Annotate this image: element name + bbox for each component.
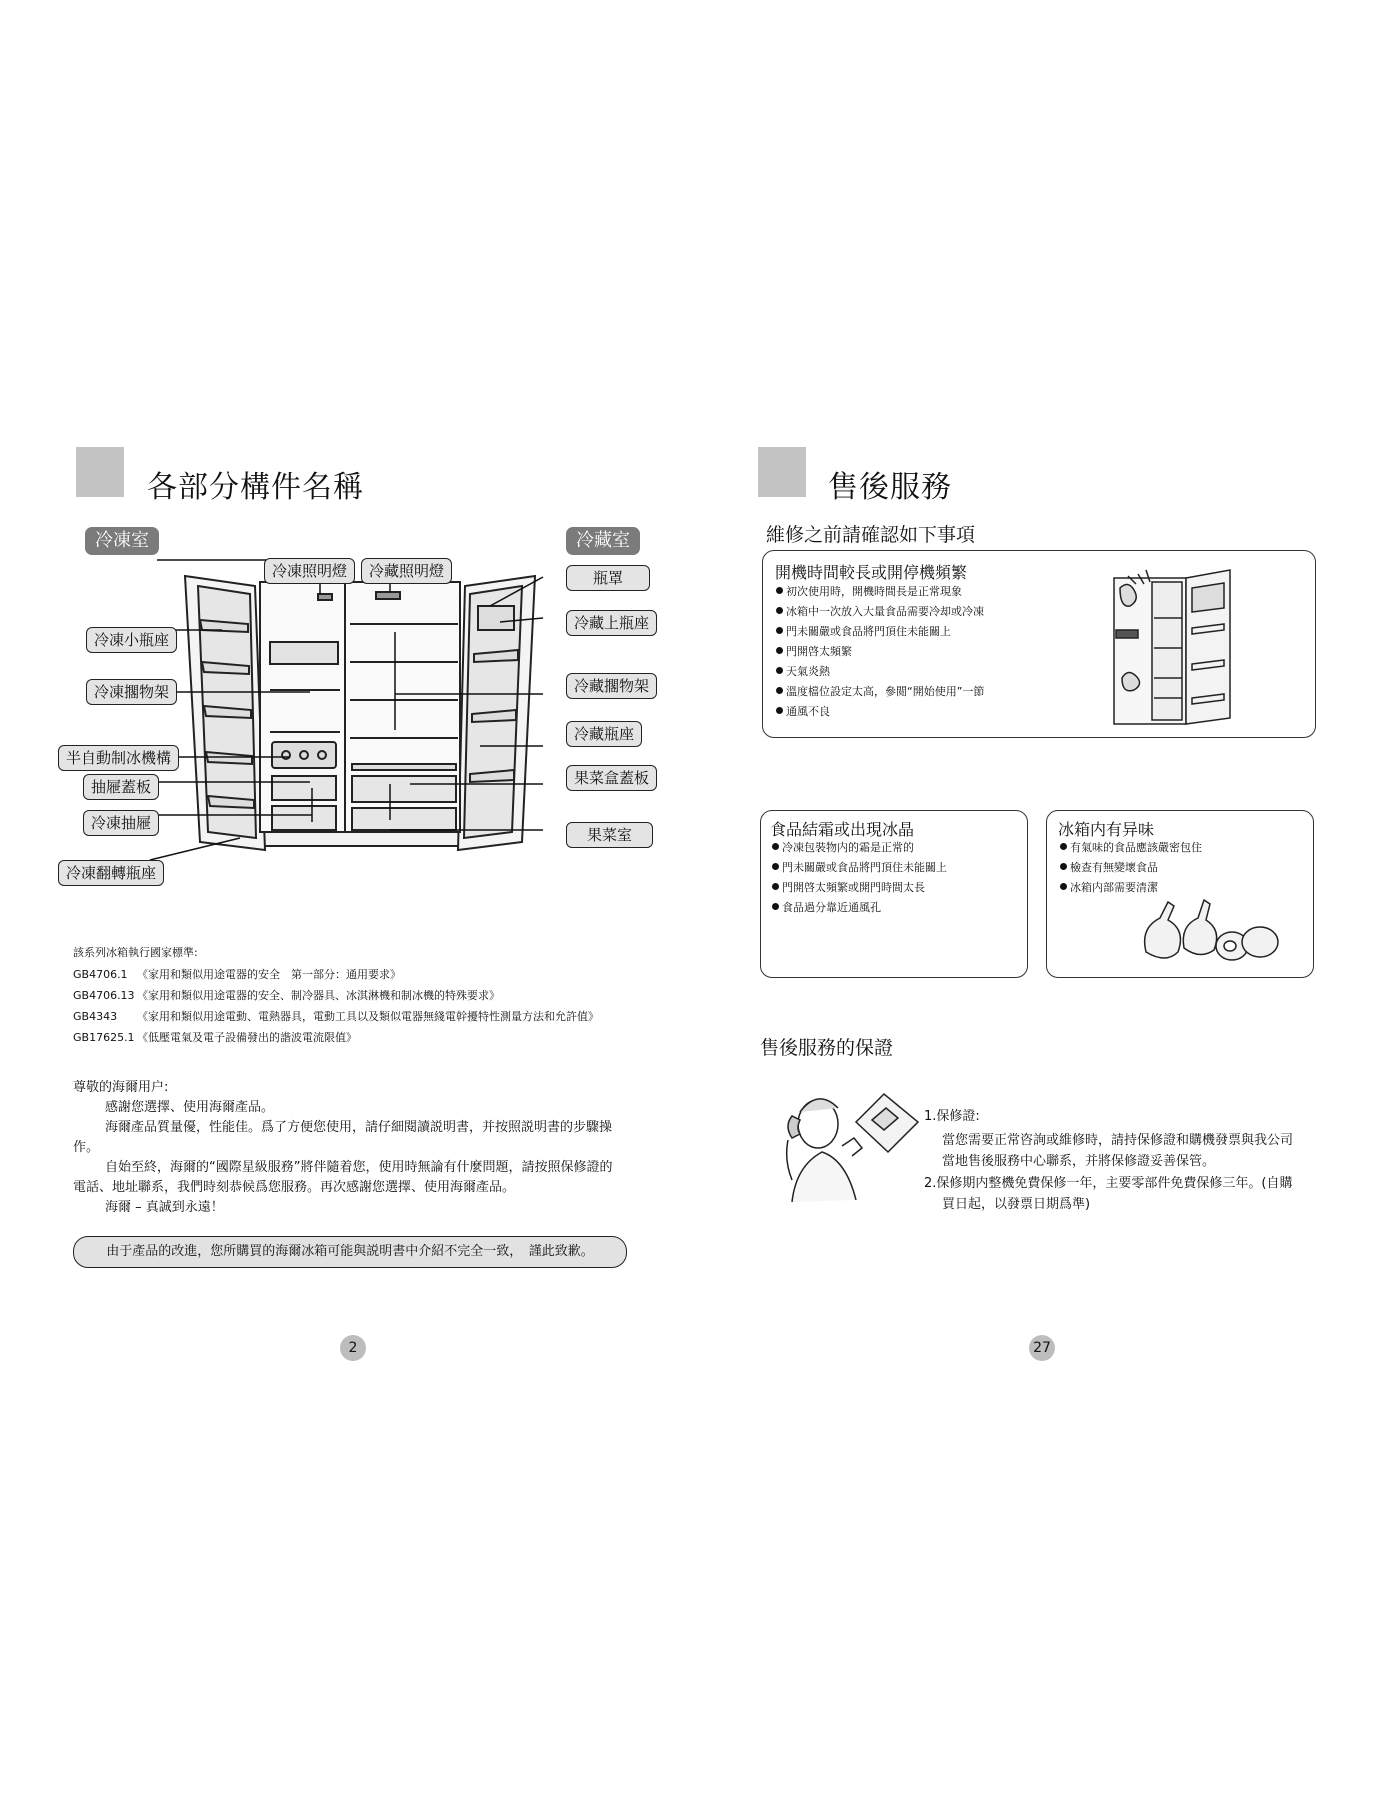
label-fridge-upper-bottle-seat: 冷藏上瓶座 [566, 610, 657, 636]
bullet-item: 門未關嚴或食品將門頂住未能關上 [772, 861, 947, 875]
check-heading: 維修之前請確認如下事項 [766, 524, 976, 546]
label-freezer-small-bottle-seat: 冷凍小瓶座 [86, 627, 177, 653]
page-title: 售後服務 [828, 470, 952, 505]
notice-banner [73, 1236, 627, 1268]
letter-greeting: 尊敬的海爾用户: [73, 1080, 169, 1095]
letter-paragraph: 海爾 – 真誠到永遠！ [105, 1200, 224, 1215]
guarantee-item-2-text: 買日起，以發票日期爲準) [942, 1197, 1091, 1212]
bullet-item: 天氣炎熱 [776, 665, 830, 679]
label-freezer-drawer: 冷凍抽屜 [83, 810, 159, 836]
bullet-item: 初次使用時，開機時間長是正常現象 [776, 585, 962, 599]
notice-text: 由于產品的改進，您所購買的海爾冰箱可能與説明書中介紹不完全一致， 謹此致歉。 [106, 1244, 594, 1259]
bullet-item: 門未關嚴或食品將門頂住未能關上 [776, 625, 951, 639]
letter-paragraph: 海爾產品質量優，性能佳。爲了方便您使用，請仔細閱讀説明書，并按照説明書的步驟操作。 [73, 1120, 613, 1155]
customer-service-illustration [772, 1082, 922, 1202]
standards-heading: 該系列冰箱執行國家標準: [73, 946, 198, 959]
label-crisper: 果菜室 [566, 822, 653, 848]
food-illustration [1134, 890, 1294, 970]
standard-row: GB4343 《家用和類似用途電動、電熱器具，電動工具以及類似電器無綫電幹擾特性測量方法和允許值》 [73, 1010, 599, 1023]
label-fridge-bottle-seat: 冷藏瓶座 [566, 721, 642, 747]
guarantee-item-1-text: 當地售後服務中心聯系，并將保修證妥善保管。 [942, 1154, 1216, 1169]
label-freezer-flip-bottle-seat: 冷凍翻轉瓶座 [58, 860, 164, 886]
bullet-item: 冰箱中一次放入大量食品需要冷却或冷凍 [776, 605, 984, 619]
label-semi-auto-ice-maker: 半自動制冰機構 [58, 745, 179, 771]
issue-box-title: 開機時間較長或開停機頻繁 [775, 563, 968, 582]
standard-row: GB17625.1 《低壓電氣及電子設備發出的諧波電流限值》 [73, 1031, 357, 1044]
label-drawer-cover: 抽屜蓋板 [83, 774, 159, 800]
label-fridge-light: 冷藏照明燈 [361, 558, 452, 584]
bullet-item: 冰箱内部需要清潔 [1060, 881, 1158, 895]
letter-paragraph: 自始至終，海爾的“國際星級服務”將伴隨着您，使用時無論有什麼問題，請按照保修證的電話、地址聯系，我們時刻恭候爲您服務。再次感謝您選擇、使用海爾產品。 [73, 1160, 613, 1195]
label-bottle-cover: 瓶罩 [566, 565, 650, 591]
label-freezer-light: 冷凍照明燈 [264, 558, 355, 584]
guarantee-item-2-text: 2.保修期内整機免費保修一年，主要零部件免費保修三年。(自購 [924, 1176, 1293, 1191]
fridge-tag: 冷藏室 [566, 527, 640, 555]
freezer-tag: 冷凍室 [85, 527, 159, 555]
bullet-item: 門開啓太頻繁或開門時間太長 [772, 881, 925, 895]
label-crisper-cover: 果菜盒蓋板 [566, 765, 657, 791]
label-fridge-shelf: 冷藏擱物架 [566, 673, 657, 699]
page-number: 27 [1029, 1335, 1055, 1361]
bullet-item: 食品過分靠近通風孔 [772, 901, 881, 915]
guarantee-item-1-text: 當您需要正常咨詢或維修時，請持保修證和購機發票與我公司 [942, 1133, 1294, 1148]
letter-paragraph: 感謝您選擇、使用海爾產品。 [105, 1100, 275, 1115]
bullet-item: 通風不良 [776, 705, 830, 719]
section-marker [758, 447, 806, 497]
guarantee-heading: 售後服務的保證 [760, 1037, 894, 1059]
bullet-item: 溫度檔位設定太高，參閲“開始使用”一節 [776, 685, 984, 699]
section-marker [76, 447, 124, 497]
standard-row: GB4706.13 《家用和類似用途電器的安全、制冷器具、冰淇淋機和制冰機的特殊要求》 [73, 989, 500, 1002]
bullet-item: 有氣味的食品應該嚴密包住 [1060, 841, 1202, 855]
page-title: 各部分構件名稱 [147, 470, 364, 505]
page-number: 2 [340, 1335, 366, 1361]
issue-box-title: 食品結霜或出現冰晶 [770, 820, 915, 839]
bullet-item: 冷凍包裝物内的霜是正常的 [772, 841, 914, 855]
label-freezer-shelf: 冷凍擱物架 [86, 679, 177, 705]
bullet-item: 門開啓太頻繁 [776, 645, 852, 659]
open-fridge-illustration [1112, 568, 1262, 728]
guarantee-item-1-title: 1.保修證: [924, 1109, 980, 1124]
issue-box-title: 冰箱内有异味 [1058, 820, 1155, 839]
standard-row: GB4706.1 《家用和類似用途電器的安全 第一部分：通用要求》 [73, 968, 401, 981]
bullet-item: 檢查有無變壞食品 [1060, 861, 1158, 875]
